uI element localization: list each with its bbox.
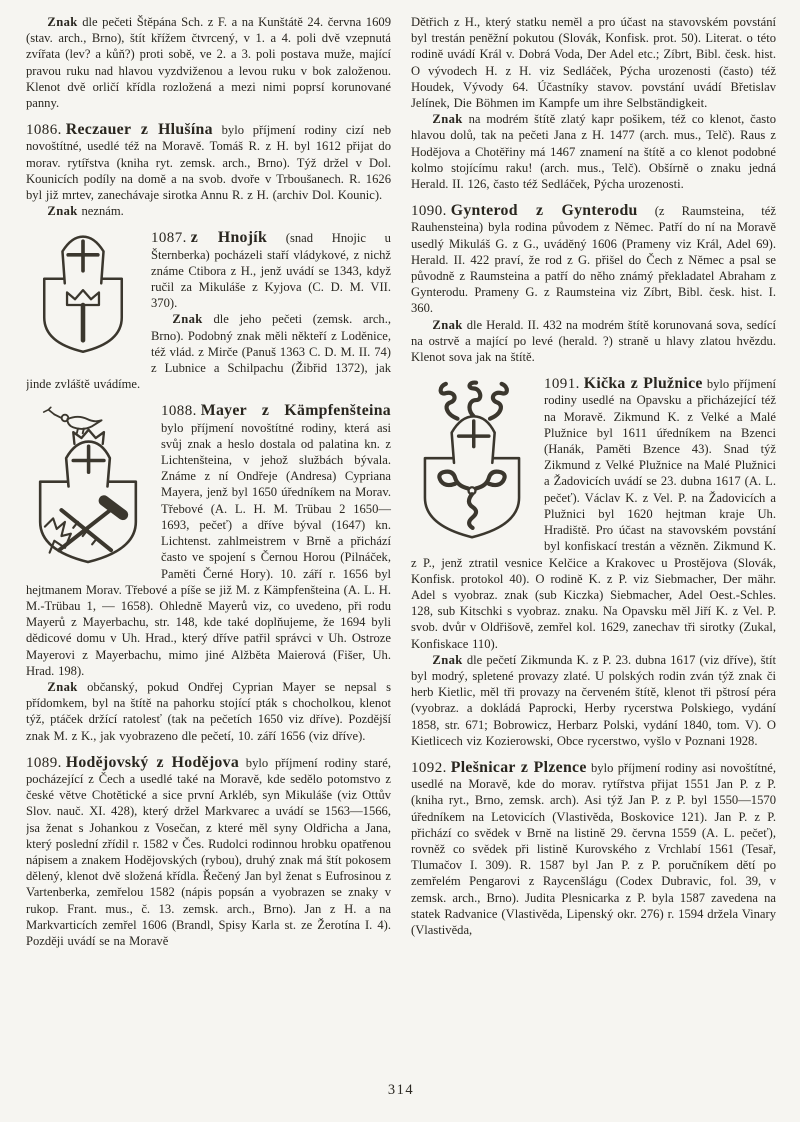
paragraph-text: na modrém štítě zlatý kapr pošikem, též co klenot, často hlavou dolů, tak na pečeti Jana z H. 1477 (arch. mus., Telč). Raus z Hodějova a Chotěřiny má 1467 znamení na štítě a co klenot podobné kolmo stojícímu raku! (arch. mus., Telč). Obšírně o znaku jedná Herald. II. 126, často též Sedláček, Pýcha urozenosti. [411,112,776,192]
entry-1089 [26,755,391,949]
hnojik-crest-illustration [26,233,140,361]
entry-1091 [411,376,776,749]
entry-1090-znak-paragraph [411,317,776,366]
entry-1086-heading-paragraph [26,122,391,203]
mayer-crest-illustration [26,406,150,574]
entry-1087 [26,230,391,392]
paragraph-text: občanský, pokud Ondřej Cyprian Mayer se nepsal s přídomkem, byl na štítě na pahorku stojící pták s chocholkou, klenot týž, ptáček držící ratolesť (tak na pečetích 1650 viz dříve). Pozdější znak M. z K., jak vyobrazeno dle pečetí, 10. září 1656 (viz dříve). [26,679,391,743]
paragraph-hodejovsky-continuation [411,14,776,111]
left-column [26,14,391,1068]
entry-family-name: Hodějovský z Hodějova [65,753,240,771]
entry-1092 [411,760,776,938]
entry-number: 1086. [26,122,62,139]
page-number: 314 [387,1082,415,1098]
entry-1091-heading-paragraph [411,376,776,651]
znak-label: Znak [432,652,463,667]
entry-1092-heading-paragraph [411,760,776,938]
znak-label: Znak [47,204,78,219]
entry-text: bylo příjmení rodiny usedlé na Opavsku a přicházející též na Moravě. Zikmund K. z Velké a Malé Plužnice byl 1611 úředníkem na Bzenci (Hanák, Paměti Bzence 43). Snad týž Zikmund z Velké Plužnice na Malé Plužnici a Žadovicích uvádí se 23. dubna 1617 (A. L. pečeť). Václav K. z Vel. P. na Žadovicích a Plužnici byl 1620 hejtman kraje Uh. Hradiště. Pro účast na stavovském povstání byl konfiskací trestán a vězněn. Zikmund K. z P., jenž ztratil vesnice Kelčice a Krakovec u Prostějova (Slovák, Konfisk. protokol 40). O rodině K. z P. viz Siebmacher, Der mähr. Adel s vyobraz. znak (sub Kiczka) Siebmacher, Adel Oest.-Schles. 128, sub Kitschki s vyobraz. znaku. Na Opavsku měl Jiří K. z Vel. P. svob. dvůr v Oldřišově, zemřel kol. 1629, zanechav tři sirotky (Zukal, Konfiskace 110). [411,377,776,651]
entry-text: bylo příjmení novoštítné rodiny, která asi svůj znak a heslo dostala od palatina kn. z Lichtenšteina, v jehož službách bývala. Známe z ní Ondřeje (Andresa) Cypriana Mayera, jenž byl 1650 úředníkem na Morav. Třebové (A. L. H. M. Trübau 2 1650—1693, pečeť) a dříve býval (1647) kn. Lichtenst. zahlmeistrem v Brně a přichází často ve spojení s Černou Horou (Pilnáček, Paměti Černé Hory). 10. září r. 1656 byl hejtmanem Morav. Třebové a píše se již M. z Kämpfenšteina (A. L. H. M.-Trübau 1, — 1658). Ohledně Mayerů viz, co uvedeno, při rodu Mayerů z Mayerbachu, str. 148, kde také doplňujeme, že 1694 byli dědicové domu v Uh. Hrad., který dříve patřil správci v Uh. Ostroze Mayerovi z Mayerbachu, mimo jiné Alžběta Maierová (Fišer, Uh. Hrad. 198). [26,420,391,678]
entry-number: 1090. [411,203,447,220]
paragraph-text: dle jeho pečeti (zemsk. arch., Brno). Podobný znak měli někteří z Loděnice, též vlád. z Mirče (Panuš 1363 C. D. M. II. 74) z Lubnice a Schilpachu (Žibřid 1372), jak jinde zvláště uvádíme. [26,312,391,392]
paragraph-znak-continuation [26,14,391,111]
paragraph-text: neznám. [77,204,124,219]
entry-1088-heading-paragraph [26,403,391,678]
entry-1090 [411,203,776,365]
right-column [411,14,776,1068]
entry-number: 1091. [544,376,580,393]
znak-label: Znak [432,112,463,127]
entry-1091-znak-paragraph [411,652,776,749]
kicka-crest-illustration [411,379,533,549]
entry-text: (snad Hnojic u Šternberka) pocházeli staří vládykové, z nichž známe Ctibora z H., jenž uvádí se 1343, když ručil za Mikuláše z Kyjova (C. D. M. VII. 370). [151,231,391,311]
entry-1086-znak-paragraph [26,203,391,219]
znak-label: Znak [47,679,78,694]
entry-number: 1088. [161,403,197,420]
entry-family-name: Gynterod z Gynterodu [450,202,638,220]
entry-family-name: z Hnojík [190,229,268,247]
paragraph-text: dle pečetí Zikmunda K. z P. 23. dubna 1617 (viz dříve), štít byl modrý, spletené provazy zlaté. U polských rodin zván týž znak či herb Kietlic, měl tři provazy na červeném štítě, klenot tři pštrosí péra (vyobraz. a dokládá Paprocki, Herby rycerstwa Polskiego, vydání 1858, str. 671; Bobrowicz, Herbarz Polski, vydání 1840, tom. V). O Kietlicech viz Kozierowski, Obce rycerstwo, vyšlo v Poznani 1928. [411,652,776,748]
entry-number: 1092. [411,759,447,776]
entry-family-name: Reczauer z Hlušína [65,121,213,139]
paragraph-text: Dětřich z H., který statku neměl a pro účast na stavovském povstání byl trestán peněžní pokutou (Slovák, Konfisk. prot. 50). Literat. o této rodině uvádí Král v. Dobrá Voda, Der Adel etc.; Zíbrt, Bibl. česk. hist. O vývodech H. z H. viz Sedláček, Pýcha urozenosti (často) též Houdek, Vývody 64. Účastníky stavov. povstání uvádí Břetislav Jelínek, Die Böhmen im Kampfe um ihre Selbständigkeit. [411,15,776,111]
entry-text: bylo příjmení rodiny cizí neb novoštítné, usedlé též na Moravě. Tomáš R. z H. byl 1612 přijat do morav. rytířstva (kniha ryt. zemsk. arch., Brno). Týž držel v Dol. Kounicích podíly na domě a na svob. dvoře v Trboušanech. R. 1626 byl již mrtev, zanechávaje sirotka Annu R. z H. (archiv Dol. Kounic). [26,123,392,203]
entry-text: bylo příjmení rodiny staré, pocházející z Čech a usedlé také na Moravě, kde sedělo potomstvo z české větve Chotětické a sice první Arkléb, syn Mikuláše (viz Ottův Slov. nauč. XI. 428), který držel Markvarec a uvádí se 1563—1566, jsa ženat s Johankou z Vosečan, z které měl syny Oldřicha a Jana, který poslední zřídil r. 1582 v Čes. Rudolci rodinnou hrobku opatřenou nápisem a znakem Hodějovských (rybou), druhý znak má štít pokosem dělený, klenot dvě složená křídla. Řečený Jan byl ženat s Eufrosinou z Vartenberka, zemřelou 1582 (nápis popsán a vyobrazen se znaky v rukop. Frant. mus., č. 13. zemsk. arch., Brno). Jan z H. a na Markvarticích zemřel 1606 (Brandl, Spisy Karla st. ze Žerotína I. 4). Později uvádí se na Moravě [26,755,391,948]
entry-1089-znak-paragraph [411,111,776,192]
two-column-text-body [26,14,776,1068]
entry-1088-znak-paragraph [26,679,391,744]
entry-1086 [26,122,391,219]
entry-1089-heading-paragraph [26,755,391,949]
paragraph-text: dle Herald. II. 432 na modrém štítě korunovaná sova, sedící na ostrvě a mající po levé (herald. ?) straně u hlavy zlatou hvězdu. Klenot sova jak na štítě. [411,317,776,365]
znak-label: Znak [432,317,463,332]
entry-number: 1087. [151,230,187,247]
znak-label: Znak [172,312,203,327]
entry-text: (z Raumsteina, též Rauhensteina) byla rodina původem z Němec. Patří do ní na Moravě usedlý Mikuláš G. z G., uváděný 1606 (Prameny viz Král, Adel 69). Herald. II. 422 praví, že rod z G. přišel do Čech z Němec a psal se původně z Raumsteina a patří do něho známý překladatel Abraham z Gynterodu. Prameny G. z Raumsteina viz Zíbrt, Bibl. česk. hist. I. 360. [411,204,776,316]
entry-1090-heading-paragraph [411,203,776,316]
entry-1088 [26,403,391,743]
entry-family-name: Kička z Plužnice [583,375,703,393]
entry-text: bylo příjmení rodiny asi novoštítné, usedlé na Moravě, kde do morav. rytířstva přijat 1551 Jan P. z P. (kniha ryt., Brno, zemsk. arch). Asi týž Jan P. z P. byl 1550—1570 úředníkem na Letovicích (Vlastivěda, Boskovice 121). Jan P. z P. přichází co svědek v Brně na listině 29. června 1559 (A. L. pečeť), rovněž co svědek při listině Kurovského z Vrchlabí 1561 (Tesař, Tlumačov I. 309). R. 1587 byl Jan P. z P. poručníkem dětí po zemřelém Pengarovi z Raycenšlágu (Codex Dubravic, fol. 39, v zemsk. arch., Brno). Judita Plesnicarka z P. byla 1587 zavedena na statek Radvanice (Vlastivěda, Lipenský okr. 276) r. 1594 držela Vinary (Vlastivěda, [411,760,776,937]
entry-family-name: Mayer z Kämpfenšteina [200,402,391,420]
paragraph-text: dle pečeti Štěpána Sch. z F. a na Kunštátě 24. června 1609 (stav. arch., Brno), štít křížem čtvrcený, v 1. a 4. poli dvě vzepnutá zvířata (lev? a kůň?) proti sobě, ve 2. a 3. poli postava muže, mající pravou ruku nad hlavou vyzdviženou a levou ruku v bok založenou. Klenot dvě orličí křídla rozložená a mezi nimi poprsí korunované panny. [26,15,391,111]
znak-label: Znak [47,15,78,29]
entry-family-name: Plešnicar z Plzence [450,758,587,776]
entry-1087-heading-paragraph [26,230,391,311]
entry-number: 1089. [26,754,62,771]
